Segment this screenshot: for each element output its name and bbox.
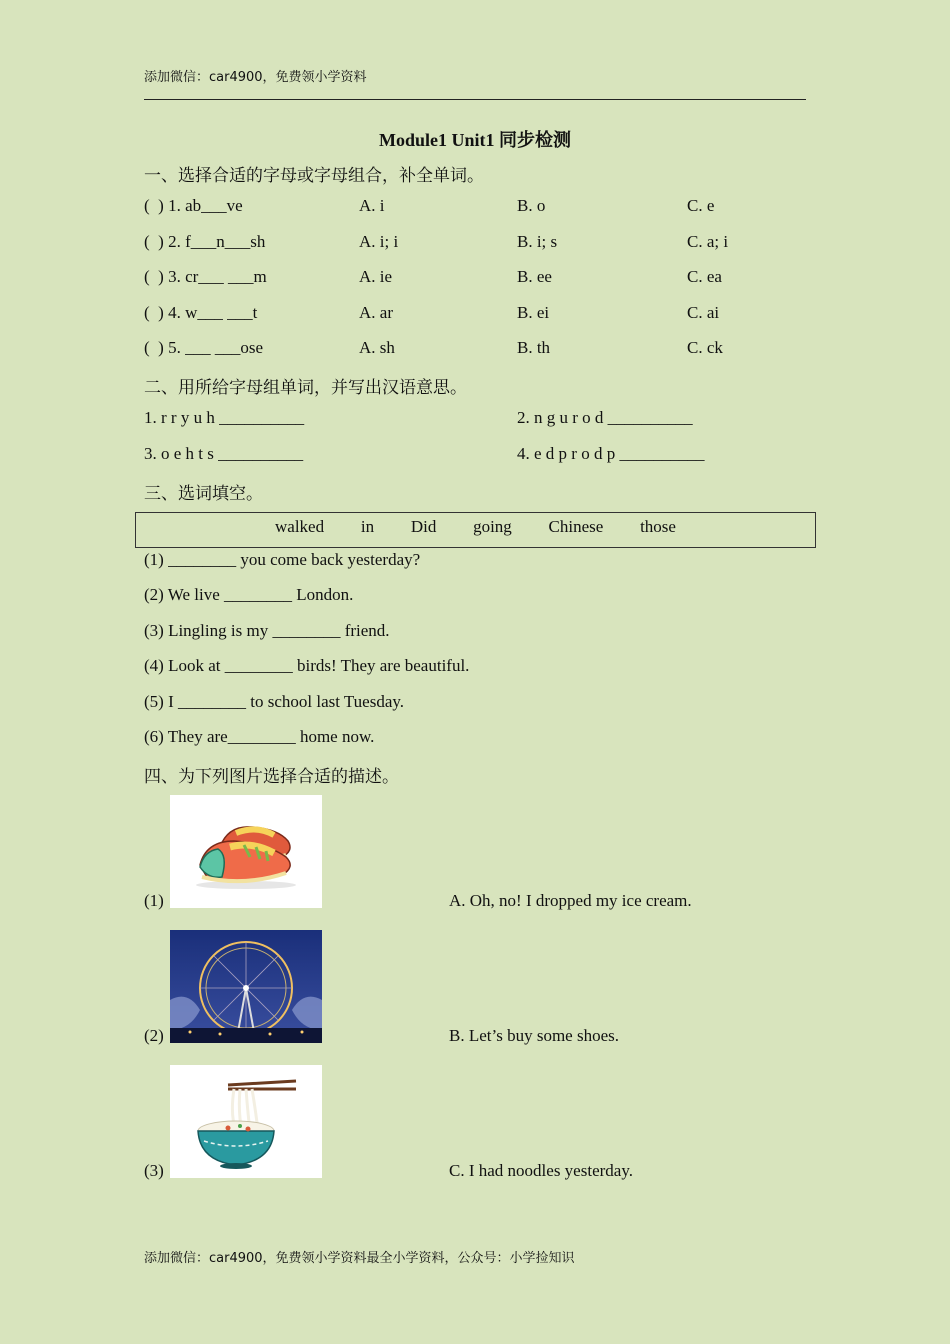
- q1-option-a: A. ie: [359, 267, 393, 286]
- ferris-wheel-image: [170, 930, 322, 1043]
- q1-option-c: C. ea: [687, 267, 722, 286]
- noodles-image: [170, 1065, 322, 1178]
- q1-option-b: B. i; s: [517, 232, 558, 251]
- q3-sentence: (2) We live ________ London.: [144, 585, 354, 604]
- q3-sentence: (5) I ________ to school last Tuesday.: [144, 692, 405, 711]
- section-4-heading: 四、为下列图片选择合适的描述。: [144, 767, 399, 786]
- q1-option-b: B. o: [517, 196, 546, 215]
- header-divider: [144, 99, 806, 100]
- header-note: 添加微信：car4900，免费领小学资料: [144, 70, 367, 85]
- q4-number: (2): [144, 1026, 164, 1045]
- page-title: Module1 Unit1 同步检测: [378, 130, 571, 150]
- footer-note: 添加微信：car4900，免费领小学资料最全小学资料，公众号：小学捡知识: [144, 1251, 575, 1266]
- q1-option-a: A. ar: [359, 303, 393, 322]
- section-1-heading: 一、选择合适的字母或字母组合，补全单词。: [144, 166, 484, 185]
- q2-item: 1. r r y u h __________: [144, 408, 305, 427]
- q4-number: (1): [144, 891, 164, 910]
- q1-option-a: A. sh: [359, 338, 395, 357]
- q1-stem: ( ) 2. f___n___sh: [144, 232, 266, 251]
- q2-item: 4. e d p r o d p __________: [517, 444, 705, 463]
- q1-stem: ( ) 3. cr___ ___m: [144, 267, 267, 286]
- q1-option-c: C. a; i: [687, 232, 729, 251]
- q1-option-b: B. ei: [517, 303, 550, 322]
- q1-option-c: C. ai: [687, 303, 720, 322]
- q1-option-b: B. ee: [517, 267, 552, 286]
- q4-option: A. Oh, no! I dropped my ice cream.: [449, 891, 692, 910]
- q2-item: 2. n g u r o d __________: [517, 408, 693, 427]
- q1-option-a: A. i: [359, 196, 385, 215]
- section-3-heading: 三、选词填空。: [144, 484, 263, 503]
- q1-option-a: A. i; i: [359, 232, 399, 251]
- q4-option: B. Let’s buy some shoes.: [449, 1026, 619, 1045]
- shoes-image: [170, 795, 322, 908]
- q3-sentence: (3) Lingling is my ________ friend.: [144, 621, 390, 640]
- q1-option-b: B. th: [517, 338, 551, 357]
- q3-sentence: (6) They are________ home now.: [144, 727, 375, 746]
- q4-number: (3): [144, 1161, 164, 1180]
- q3-sentence: (1) ________ you come back yesterday?: [144, 550, 421, 569]
- q1-option-c: C. ck: [687, 338, 723, 357]
- q4-option: C. I had noodles yesterday.: [449, 1161, 633, 1180]
- q2-item: 3. o e h t s __________: [144, 444, 304, 463]
- q1-stem: ( ) 5. ___ ___ose: [144, 338, 263, 357]
- q1-option-c: C. e: [687, 196, 715, 215]
- section-2-heading: 二、用所给字母组单词，并写出汉语意思。: [144, 378, 467, 397]
- word-box-words: walked in Did going Chinese those: [275, 517, 676, 536]
- q3-sentence: (4) Look at ________ birds! They are beautiful.: [144, 656, 470, 675]
- q1-stem: ( ) 4. w___ ___t: [144, 303, 258, 322]
- word-box: [135, 512, 816, 548]
- q1-stem: ( ) 1. ab___ve: [144, 196, 243, 215]
